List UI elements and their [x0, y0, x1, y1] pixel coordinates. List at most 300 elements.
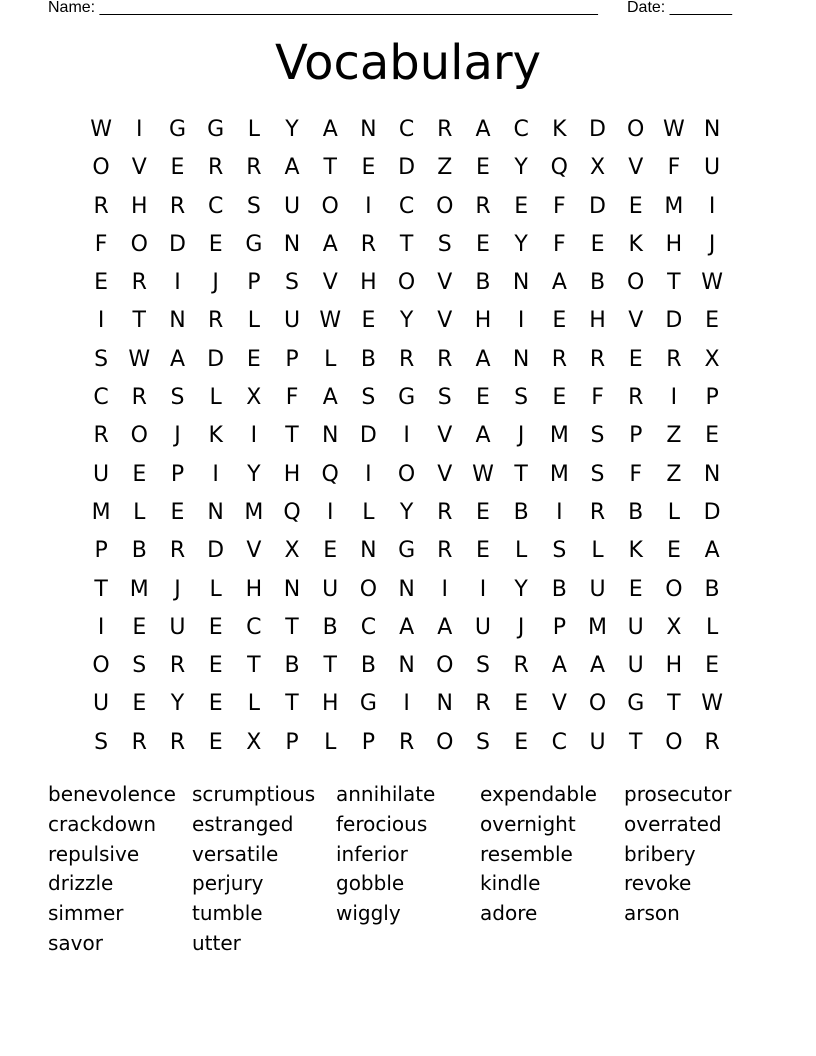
grid-cell: N [321, 423, 339, 449]
grid-cell: S [552, 538, 567, 564]
grid-cell: Q [321, 461, 339, 487]
grid-cell: L [591, 538, 604, 564]
grid-cell: O [665, 729, 683, 755]
grid-cell: D [168, 231, 186, 257]
grid-cell: V [628, 308, 644, 334]
grid-cell: L [515, 538, 528, 564]
grid-cell: S [94, 729, 109, 755]
grid-cell: E [666, 538, 681, 564]
grid-cell: N [283, 231, 301, 257]
grid-cell: O [436, 653, 454, 679]
grid-cell: N [207, 499, 224, 525]
grid-cell: E [323, 538, 338, 564]
grid-cell: I [136, 117, 143, 142]
grid-cell: J [517, 423, 525, 449]
word-list-item: simmer [48, 901, 124, 926]
grid-row [82, 111, 732, 149]
grid-cell: I [365, 461, 372, 487]
grid-cell: E [476, 538, 490, 564]
grid-cell: X [246, 385, 262, 411]
grid-cell: L [133, 499, 146, 525]
grid-cell: I [326, 499, 334, 525]
grid-cell: O [359, 576, 378, 602]
grid-cell: I [174, 270, 181, 296]
grid-row [82, 417, 732, 455]
grid-cell: A [284, 155, 300, 181]
grid-cell: S [132, 653, 147, 679]
grid-cell: B [551, 576, 567, 602]
grid-cell: R [398, 729, 415, 755]
grid-cell: R [551, 346, 567, 372]
grid-cell: X [246, 729, 262, 755]
word-list-item: gobble [336, 871, 405, 896]
grid-row [82, 149, 732, 187]
word-list-item: bribery [624, 841, 696, 866]
grid-row [82, 571, 732, 609]
grid-cell: O [130, 423, 148, 449]
grid-cell: M [549, 423, 569, 449]
grid-cell: I [479, 576, 487, 602]
grid-cell: G [245, 231, 263, 257]
grid-cell: H [321, 691, 339, 717]
grid-cell: O [665, 576, 683, 602]
grid-cell: B [322, 614, 338, 640]
grid-cell: S [170, 385, 185, 411]
grid-cell: T [667, 691, 681, 717]
grid-cell: P [94, 538, 108, 564]
grid-cell: H [589, 308, 606, 334]
grid-cell: D [589, 193, 606, 219]
grid-cell: E [208, 729, 223, 755]
word-list-item: drizzle [48, 871, 114, 896]
word-list-item: overrated [624, 811, 722, 836]
grid-cell: E [628, 193, 643, 219]
grid-cell: U [93, 691, 110, 717]
grid-cell: Z [666, 423, 682, 449]
grid-cell: V [437, 423, 453, 449]
grid-cell: E [552, 308, 567, 334]
grid-cell: R [360, 231, 377, 257]
grid-cell: H [665, 231, 683, 257]
grid-cell: H [665, 653, 683, 679]
grid-cell: V [437, 461, 453, 487]
grid-cell: E [170, 155, 185, 181]
grid-cell: L [362, 499, 375, 525]
grid-cell: X [704, 346, 720, 372]
grid-cell: E [705, 423, 720, 449]
grid-cell: R [513, 653, 529, 679]
grid-row [82, 685, 732, 723]
grid-row [82, 188, 732, 226]
grid-cell: L [209, 385, 222, 411]
grid-cell: Y [514, 155, 528, 181]
grid-cell: P [170, 461, 185, 487]
word-list-item: prosecutor [624, 782, 732, 806]
grid-cell: W [663, 117, 685, 142]
grid-cell: J [212, 270, 219, 296]
grid-cell: P [629, 423, 643, 449]
grid-cell: R [93, 423, 109, 449]
grid-cell: H [245, 576, 263, 602]
grid-cell: E [476, 385, 490, 411]
grid-cell: T [132, 308, 146, 334]
grid-cell: R [131, 385, 147, 411]
grid-cell: I [212, 461, 219, 487]
grid-cell: S [514, 385, 529, 411]
word-list-item: versatile [192, 841, 279, 866]
grid-cell: S [475, 729, 490, 755]
grid-cell: T [667, 270, 681, 296]
grid-cell: M [244, 499, 264, 525]
grid-cell: U [169, 614, 186, 640]
grid-cell: E [476, 499, 490, 525]
grid-cell: A [590, 653, 606, 679]
grid-cell: T [514, 461, 528, 487]
grid-cell: B [704, 576, 720, 602]
grid-cell: K [208, 423, 223, 449]
grid-cell: S [437, 385, 452, 411]
grid-cell: T [323, 653, 337, 679]
grid-cell: J [517, 614, 525, 640]
grid-cell: O [627, 117, 645, 142]
grid-cell: M [129, 576, 149, 602]
word-list-item: ferocious [336, 811, 428, 836]
grid-cell: Y [285, 117, 299, 142]
grid-cell: N [703, 117, 721, 142]
grid-cell: Y [170, 691, 185, 717]
grid-cell: P [247, 270, 261, 296]
grid-cell: Z [437, 155, 453, 181]
word-list-item: scrumptious [192, 782, 316, 806]
grid-cell: C [513, 117, 529, 142]
grid-cell: I [97, 614, 105, 640]
word-list-item: overnight [480, 811, 576, 836]
grid-cell: V [437, 270, 453, 296]
header-fields [48, 0, 768, 18]
grid-cell: R [437, 346, 453, 372]
grid-cell: L [247, 117, 260, 142]
grid-cell: N [703, 461, 721, 487]
grid-cell: V [437, 308, 453, 334]
grid-cell: N [283, 576, 301, 602]
word-list-item: arson [624, 901, 680, 926]
grid-cell: R [704, 729, 720, 755]
grid-cell: A [399, 614, 415, 640]
grid-cell: K [628, 231, 643, 257]
word-list-item: inferior [336, 841, 408, 866]
grid-cell: U [589, 729, 606, 755]
grid-cell: A [322, 231, 338, 257]
grid-cell: G [359, 691, 377, 717]
grid-cell: T [285, 423, 299, 449]
grid-cell: B [589, 270, 606, 296]
grid-cell: R [475, 193, 491, 219]
grid-cell: C [246, 614, 262, 640]
grid-cell: I [97, 308, 105, 334]
grid-cell: T [285, 691, 299, 717]
grid-row [82, 264, 732, 302]
grid-cell: R [246, 155, 262, 181]
grid-cell: E [705, 308, 720, 334]
grid-cell: D [398, 155, 416, 181]
grid-cell: A [437, 614, 453, 640]
grid-cell: A [551, 270, 567, 296]
grid-cell: E [514, 691, 529, 717]
grid-cell: N [436, 691, 454, 717]
grid-cell: F [285, 385, 299, 411]
word-list-item: revoke [624, 871, 692, 896]
grid-cell: V [551, 691, 567, 717]
grid-cell: T [323, 155, 337, 181]
grid-cell: E [132, 691, 147, 717]
grid-cell: R [589, 346, 606, 372]
grid-cell: S [285, 270, 300, 296]
grid-cell: S [246, 193, 261, 219]
grid-cell: S [94, 346, 109, 372]
grid-cell: L [324, 346, 337, 372]
grid-cell: A [322, 117, 338, 142]
grid-cell: D [703, 499, 721, 525]
grid-cell: G [627, 691, 645, 717]
grid-cell: F [553, 193, 566, 219]
grid-cell: T [399, 231, 414, 257]
grid-cell: I [403, 423, 410, 449]
grid-cell: E [246, 346, 261, 372]
grid-cell: L [324, 729, 337, 755]
grid-cell: J [708, 231, 716, 257]
grid-cell: E [476, 155, 490, 181]
grid-cell: N [398, 653, 415, 679]
grid-cell: R [398, 346, 415, 372]
grid-cell: L [247, 691, 260, 717]
grid-cell: R [437, 117, 453, 142]
grid-cell: A [475, 423, 491, 449]
grid-cell: R [169, 653, 186, 679]
page-title: Vocabulary [274, 35, 542, 91]
grid-cell: X [589, 155, 606, 181]
grid-cell: Y [514, 231, 528, 257]
grid-cell: I [403, 691, 410, 717]
grid-cell: M [91, 499, 111, 525]
grid-cell: V [322, 270, 338, 296]
grid-cell: R [169, 193, 186, 219]
grid-cell: U [704, 155, 721, 181]
grid-cell: U [589, 576, 606, 602]
word-list-item: wiggly [336, 901, 401, 926]
grid-cell: R [628, 385, 644, 411]
grid-cell: E [514, 193, 529, 219]
grid-cell: L [247, 308, 260, 334]
word-list-item: repulsive [48, 841, 140, 866]
grid-cell: S [590, 461, 605, 487]
grid-cell: C [93, 385, 109, 411]
grid-cell: E [208, 653, 223, 679]
grid-cell: N [360, 538, 377, 564]
grid-cell: E [514, 729, 529, 755]
grid-cell: R [437, 499, 453, 525]
grid-cell: I [556, 499, 563, 525]
grid-cell: N [360, 117, 377, 142]
grid-cell: X [284, 538, 300, 564]
grid-cell: U [283, 193, 301, 219]
grid-cell: R [169, 538, 186, 564]
grid-cell: S [590, 423, 605, 449]
grid-cell: E [590, 231, 605, 257]
grid-cell: D [589, 117, 606, 142]
grid-row [82, 226, 732, 264]
grid-cell: A [475, 346, 491, 372]
grid-cell: O [397, 270, 416, 296]
grid-cell: I [708, 193, 716, 219]
grid-cell: B [628, 499, 644, 525]
grid-cell: H [474, 308, 492, 334]
grid-cell: A [169, 346, 185, 372]
grid-cell: E [170, 499, 185, 525]
grid-cell: S [475, 653, 490, 679]
grid-cell: O [321, 193, 339, 219]
grid-cell: E [705, 653, 720, 679]
grid-cell: E [628, 346, 643, 372]
grid-cell: I [441, 576, 449, 602]
grid-cell: E [208, 614, 223, 640]
word-list-item: kindle [480, 871, 541, 896]
grid-row [82, 609, 732, 647]
grid-cell: W [472, 461, 494, 487]
grid-cell: N [169, 308, 186, 334]
grid-cell: B [360, 653, 376, 679]
grid-cell: E [208, 691, 223, 717]
grid-cell: E [476, 231, 490, 257]
grid-cell: N [512, 346, 530, 372]
grid-cell: W [90, 117, 112, 142]
grid-cell: Y [514, 576, 528, 602]
grid-cell: E [94, 270, 109, 296]
grid-cell: U [283, 308, 301, 334]
grid-cell: J [174, 576, 181, 602]
grid-cell: V [246, 538, 262, 564]
word-list-item: utter [192, 930, 241, 955]
name-field: Name: ________________________________________________________ [48, 0, 598, 16]
grid-cell: Z [666, 461, 682, 487]
grid-cell: Y [247, 461, 261, 487]
grid-cell: P [285, 346, 299, 372]
grid-cell: H [360, 270, 377, 296]
grid-cell: R [475, 691, 491, 717]
grid-cell: C [551, 729, 568, 755]
grid-cell: E [132, 614, 147, 640]
word-list-item: estranged [192, 811, 294, 836]
grid-cell: G [168, 117, 186, 142]
grid-cell: D [207, 346, 225, 372]
grid-cell: K [552, 117, 567, 142]
grid-cell: W [319, 308, 342, 334]
grid-cell: P [705, 385, 719, 411]
grid-cell: P [361, 729, 376, 755]
grid-cell: A [322, 385, 338, 411]
grid-cell: O [92, 653, 110, 679]
grid-cell: J [174, 423, 181, 449]
grid-cell: B [284, 653, 300, 679]
grid-cell: B [131, 538, 147, 564]
grid-cell: O [436, 193, 454, 219]
grid-cell: C [207, 193, 224, 219]
grid-row [82, 724, 732, 762]
grid-cell: E [552, 385, 567, 411]
grid-cell: H [131, 193, 148, 219]
grid-cell: E [361, 155, 376, 181]
word-list-item: annihilate [336, 782, 436, 806]
grid-cell: M [664, 193, 684, 219]
grid-row [82, 341, 732, 379]
word-list-item: crackdown [48, 811, 157, 836]
grid-cell: E [628, 576, 643, 602]
grid-cell: R [131, 270, 147, 296]
word-list-item: expendable [480, 782, 597, 806]
grid-cell: Q [283, 499, 301, 525]
grid-cell: M [588, 614, 608, 640]
grid-cell: V [131, 155, 147, 181]
letter-grid [82, 111, 732, 762]
grid-cell: I [517, 308, 525, 334]
grid-cell: C [398, 117, 415, 142]
grid-cell: O [130, 231, 148, 257]
grid-row [82, 456, 732, 494]
grid-cell: E [361, 308, 376, 334]
word-list-item: tumble [192, 901, 263, 926]
grid-cell: U [322, 576, 339, 602]
grid-cell: I [250, 423, 258, 449]
grid-cell: A [475, 117, 491, 142]
word-list [48, 780, 768, 959]
grid-cell: U [93, 461, 110, 487]
grid-cell: R [131, 729, 147, 755]
grid-cell: F [591, 385, 604, 411]
word-list-item: adore [480, 901, 538, 926]
grid-cell: U [627, 614, 644, 640]
grid-cell: L [705, 614, 719, 640]
grid-row [82, 532, 732, 570]
grid-row [82, 647, 732, 685]
grid-cell: F [94, 231, 108, 257]
grid-cell: A [551, 653, 567, 679]
grid-cell: I [365, 193, 372, 219]
grid-row [82, 302, 732, 340]
grid-cell: D [665, 308, 683, 334]
grid-cell: V [628, 155, 644, 181]
grid-cell: T [94, 576, 108, 602]
grid-cell: N [512, 270, 530, 296]
grid-cell: Y [399, 499, 414, 525]
grid-cell: K [628, 538, 643, 564]
grid-row [82, 494, 732, 532]
grid-cell: W [701, 691, 723, 717]
grid-cell: O [92, 155, 110, 181]
grid-cell: T [628, 729, 643, 755]
grid-cell: W [128, 346, 151, 372]
grid-cell: Y [399, 308, 414, 334]
grid-cell: O [627, 270, 645, 296]
grid-cell: O [397, 461, 416, 487]
grid-cell: D [359, 423, 377, 449]
grid-cell: R [589, 499, 606, 525]
grid-cell: L [209, 576, 222, 602]
grid-cell: U [627, 653, 644, 679]
word-list-item: perjury [192, 871, 264, 896]
word-list-item: benevolence [48, 782, 176, 806]
grid-row [82, 379, 732, 417]
grid-cell: E [132, 461, 147, 487]
grid-cell: C [360, 614, 377, 640]
